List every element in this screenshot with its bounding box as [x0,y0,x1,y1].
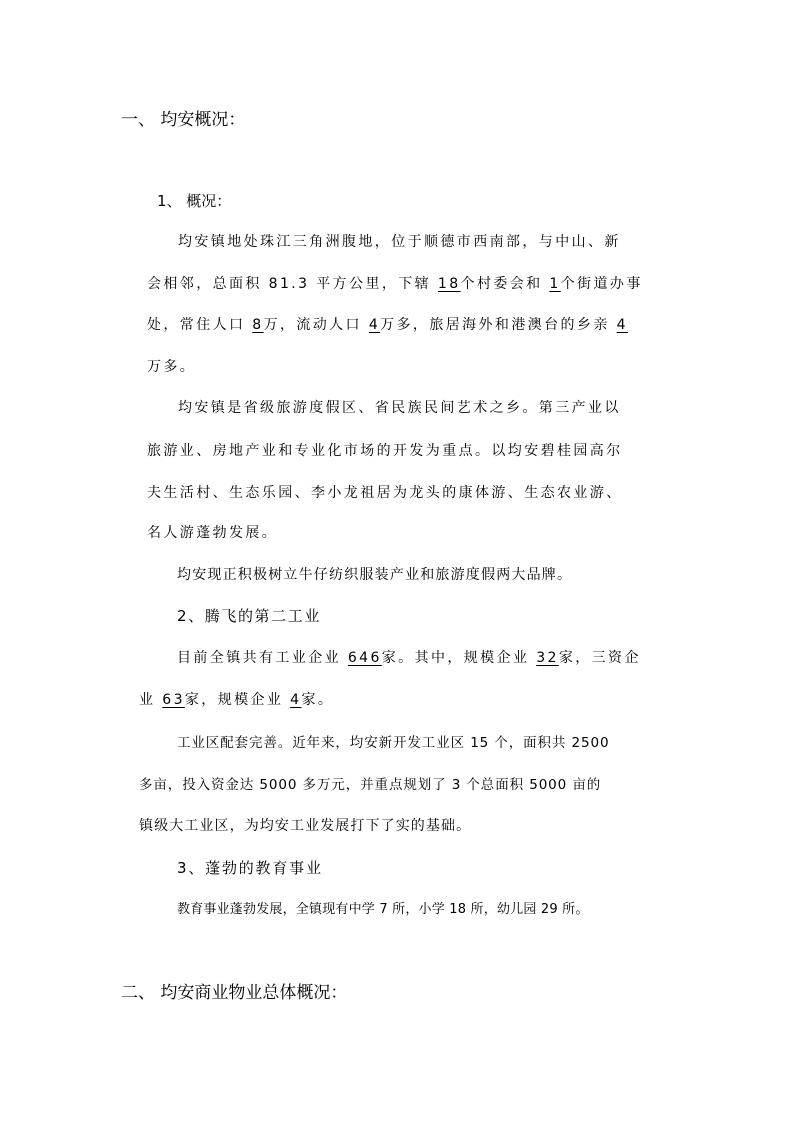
overview-para1-line1: 均安镇地处珠江三角洲腹地，位于顺德市西南部，与中山、新 [178,234,621,250]
industry-para2-line3: 镇级大工业区，为均安工业发展打下了实的基础。 [139,818,472,834]
section-2-heading: 二、 均安商业物业总体概况： [121,983,348,1003]
floating-population: 4 [368,317,381,333]
subsection-3-heading: 3、蓬勃的教育事业 [177,859,323,877]
industrial-enterprise-count: 646 [347,650,382,666]
industry-para1-line2 [139,690,334,710]
text-segment: 会相邻，总面积 81.3 平方公里，下辖 [147,276,438,292]
industry-para2-line1: 工业区配套完善。近年来，均安新开发工业区 15 个，面积共 2500 [177,735,610,751]
overview-para1-line4: 万多。 [147,359,197,375]
section-1-heading: 一、 均安概况： [121,110,246,130]
text-segment: 家。 [301,692,335,708]
industry-para2-line2: 多亩，投入资金达 5000 多万元，并重点规划了 3 个总面积 5000 亩的 [139,777,602,793]
scale-enterprise-count: 32 [536,650,559,666]
street-office-count: 1 [549,276,561,292]
scale-enterprise-count-2: 4 [290,692,302,708]
text-segment: 家，规模企业 [184,692,291,708]
text-segment: 目前全镇共有工业企业 [177,650,348,666]
text-segment: 万多，旅居海外和港澳台的乡亲 [380,317,617,333]
text-segment: 处，常住人口 [147,317,253,333]
text-segment: 业 [139,692,163,708]
industry-para1-line1 [177,648,641,668]
text-segment: 家。其中，规模企业 [381,650,537,666]
overseas-population: 4 [616,317,628,333]
overview-para2-line2: 旅游业、房地产业和专业化市场的开发为重点。以均安碧桂园高尔 [147,443,623,459]
text-segment: 个村委会和 [460,276,550,292]
resident-population: 8 [252,317,264,333]
subsection-2-heading: 2、腾飞的第二工业 [177,607,321,625]
foreign-enterprise-count: 63 [162,692,185,708]
text-segment: 家，三资企 [558,650,641,666]
education-para: 教育事业蓬勃发展，全镇现有中学 7 所，小学 18 所，幼儿园 29 所。 [177,902,589,917]
text-segment: 个街道办事 [560,276,643,292]
overview-para1-line3 [147,315,628,335]
overview-para1-line2 [147,274,643,294]
overview-para3: 均安现正积极树立牛仔纺织服装产业和旅游度假两大品牌。 [177,567,573,583]
text-segment: 万，流动人口 [263,317,369,333]
overview-para2-line1: 均安镇是省级旅游度假区、省民族民间艺术之乡。第三产业以 [178,400,621,416]
village-count: 18 [437,276,461,292]
overview-para2-line3: 夫生活村、生态乐园、李小龙祖居为龙头的康体游、生态农业游、 [147,485,623,501]
overview-para2-line4: 名人游蓬勃发展。 [147,525,279,541]
subsection-1-heading: 1、 概况： [157,192,232,210]
